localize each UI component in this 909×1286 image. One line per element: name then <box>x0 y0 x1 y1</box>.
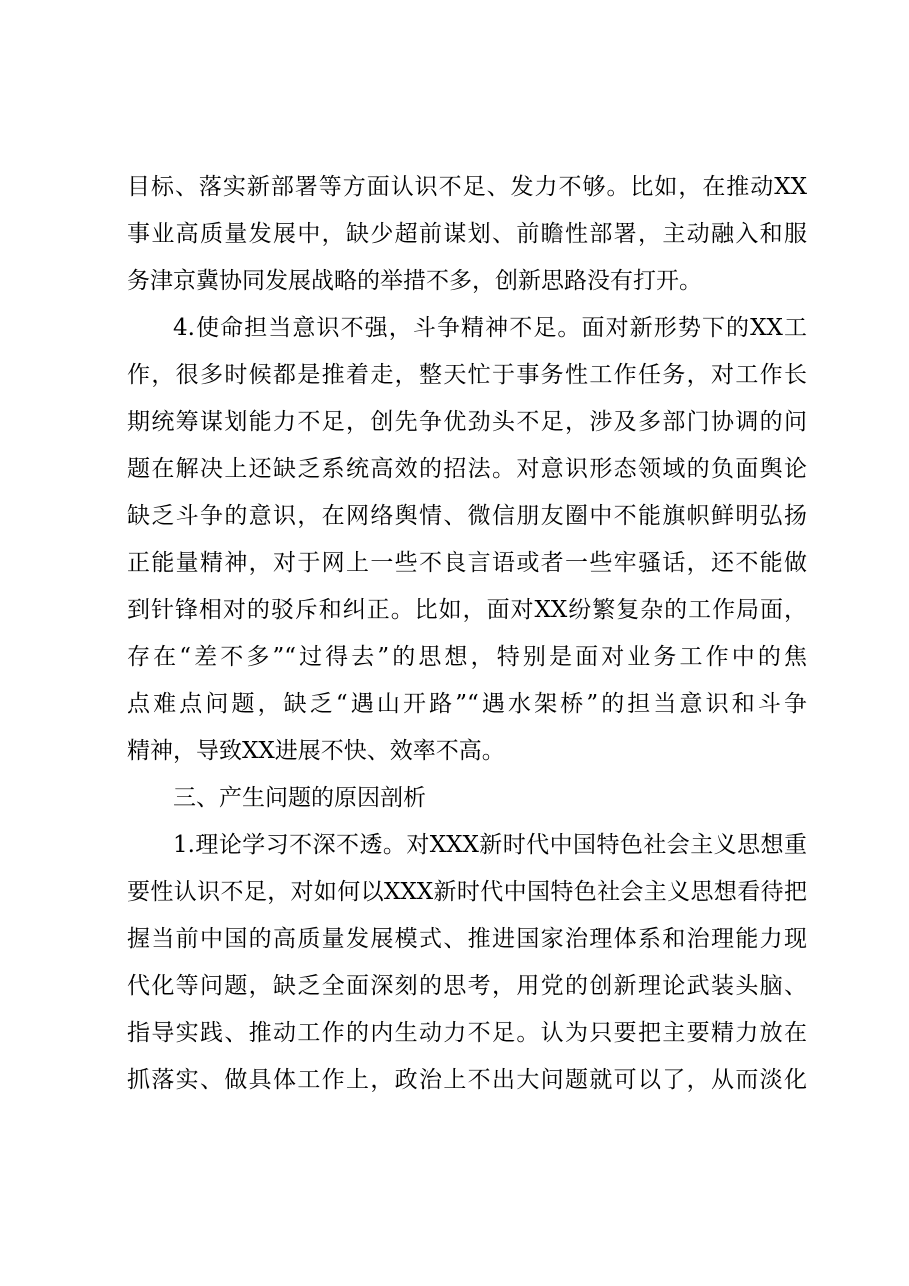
text-line-17: 握当前中国的高质量发展模式、推进国家治理体系和治理能力现 <box>127 926 807 952</box>
text-line-15: 1.理论学习不深不透。对XXX新时代中国特色社会主义思想重 <box>173 832 807 858</box>
section-heading: 三、产生问题的原因剖析 <box>173 785 426 811</box>
text-line-18: 代化等问题，缺乏全面深刻的思考，用党的创新理论武装头脑、 <box>127 973 807 999</box>
text-line-10: 到针锋相对的驳斥和纠正。比如，面对XX纷繁复杂的工作局面， <box>127 597 807 623</box>
text-line-16: 要性认识不足，对如何以XXX新时代中国特色社会主义思想看待把 <box>127 879 807 905</box>
text-line-1: 目标、落实新部署等方面认识不足、发力不够。比如，在推动XX <box>127 174 807 200</box>
text-line-4: 4.使命担当意识不强，斗争精神不足。面对新形势下的XX工 <box>173 315 807 341</box>
text-line-19: 指导实践、推动工作的内生动力不足。认为只要把主要精力放在 <box>127 1020 807 1046</box>
text-line-11: 存在“差不多”“过得去”的思想，特别是面对业务工作中的焦 <box>127 644 807 670</box>
text-line-13: 精神，导致XX进展不快、效率不高。 <box>127 738 505 764</box>
text-line-20: 抓落实、做具体工作上，政治上不出大问题就可以了，从而淡化 <box>127 1067 807 1093</box>
text-line-5: 作，很多时候都是推着走，整天忙于事务性工作任务，对工作长 <box>127 362 807 388</box>
text-line-3: 务津京冀协同发展战略的举措不多，创新思路没有打开。 <box>127 268 702 294</box>
text-line-8: 缺乏斗争的意识，在网络舆情、微信朋友圈中不能旗帜鲜明弘扬 <box>127 503 807 529</box>
text-line-7: 题在解决上还缺乏系统高效的招法。对意识形态领域的负面舆论 <box>127 456 807 482</box>
text-line-12: 点难点问题，缺乏“遇山开路”“遇水架桥”的担当意识和斗争 <box>127 691 807 717</box>
document-body <box>127 164 807 1104</box>
text-line-9: 正能量精神，对于网上一些不良言语或者一些牢骚话，还不能做 <box>127 550 807 576</box>
text-line-6: 期统筹谋划能力不足，创先争优劲头不足，涉及多部门协调的问 <box>127 409 807 435</box>
text-line-2: 事业高质量发展中，缺少超前谋划、前瞻性部署，主动融入和服 <box>127 221 807 247</box>
